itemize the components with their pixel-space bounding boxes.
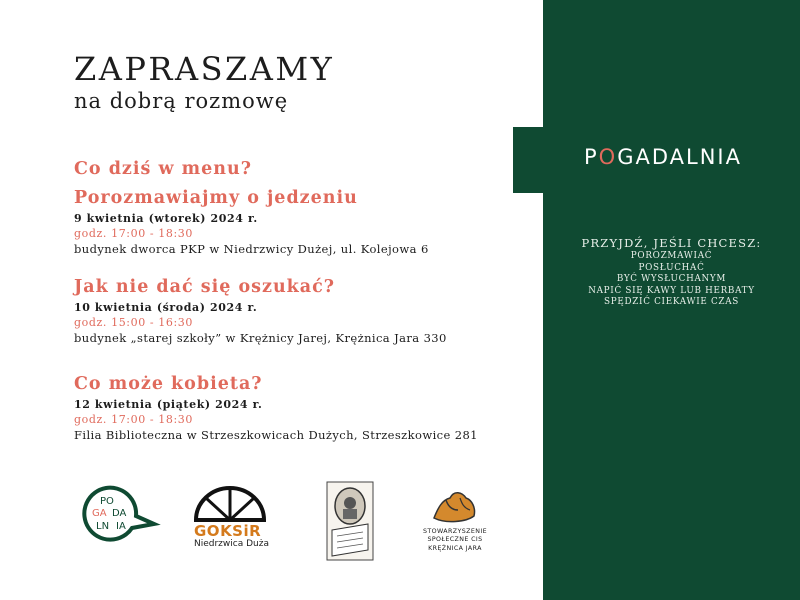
cis-line: STOWARZYSZENIE bbox=[423, 528, 487, 535]
cis-association-text bbox=[413, 528, 497, 553]
brand-tab bbox=[513, 127, 553, 193]
goksir-subtitle: Niedrzwica Duża bbox=[194, 539, 269, 549]
event-title: Co dziś w menu? bbox=[74, 159, 252, 179]
invite-box bbox=[543, 236, 800, 309]
pogadalnia-logo-text: GA bbox=[92, 508, 107, 519]
event-subtitle: Porozmawiajmy o jedzeniu bbox=[74, 188, 358, 208]
event-date: 9 kwietnia (wtorek) 2024 r. bbox=[74, 212, 258, 225]
page-subtitle: na dobrą rozmowę bbox=[74, 89, 289, 113]
event-title: Jak nie dać się oszukać? bbox=[74, 277, 336, 297]
event-time: godz. 17:00 - 18:30 bbox=[74, 413, 194, 426]
brand-letter-o: O bbox=[598, 145, 618, 169]
goksir-window-icon bbox=[194, 486, 266, 522]
invite-line: SPĘDZIĆ CIEKAWIE CZAS bbox=[603, 297, 740, 308]
event-date: 10 kwietnia (środa) 2024 r. bbox=[74, 301, 258, 314]
goksir-name: GOKSiR bbox=[194, 522, 262, 540]
pogadalnia-logo-text: PO bbox=[100, 496, 114, 507]
invite-line: BYĆ WYSŁUCHANYM bbox=[616, 274, 727, 285]
invite-title: PRZYJDŹ, JEŚLI CHCESZ: bbox=[581, 236, 762, 250]
pogadalnia-logo-text: IA bbox=[116, 521, 126, 532]
cis-line: KRĘŻNICA JARA bbox=[428, 544, 482, 552]
event-3 bbox=[74, 371, 478, 443]
event-2 bbox=[74, 274, 447, 346]
event-place: Filia Biblioteczna w Strzeszkowicach Dużych, Strzeszkowice 281 bbox=[74, 428, 478, 442]
brand-letter-p: P bbox=[584, 145, 599, 169]
event-time: godz. 15:00 - 16:30 bbox=[74, 316, 194, 329]
event-time: godz. 17:00 - 18:30 bbox=[74, 227, 194, 240]
pogadalnia-logo-text: LN bbox=[96, 521, 110, 532]
event-date: 12 kwietnia (piątek) 2024 r. bbox=[74, 398, 263, 411]
cis-line: SPOŁECZNE CIS bbox=[427, 536, 483, 544]
invite-line: POROZMAWIAĆ bbox=[630, 251, 713, 261]
brand-wordmark bbox=[584, 145, 784, 169]
page-title: ZAPRASZAMY bbox=[74, 50, 335, 88]
invite-line: NAPIĆ SIĘ KAWY LUB HERBATY bbox=[588, 285, 755, 296]
library-seal-logo bbox=[325, 480, 375, 562]
event-place: budynek „starej szkoły” w Krężnicy Jarej, Krężnica Jara 330 bbox=[74, 331, 447, 345]
invite-line: POSŁUCHAĆ bbox=[638, 262, 705, 273]
brand-rest: GADALNIA bbox=[617, 145, 742, 169]
event-place: budynek dworca PKP w Niedrzwicy Dużej, ul. Kolejowa 6 bbox=[74, 242, 429, 256]
goksir-logo-text bbox=[194, 522, 261, 540]
pogadalnia-logo-text: DA bbox=[112, 508, 127, 519]
cis-association-logo bbox=[430, 488, 478, 526]
event-title: Co może kobieta? bbox=[74, 374, 263, 394]
event-1 bbox=[74, 156, 429, 257]
pogadalnia-logo bbox=[78, 484, 162, 548]
